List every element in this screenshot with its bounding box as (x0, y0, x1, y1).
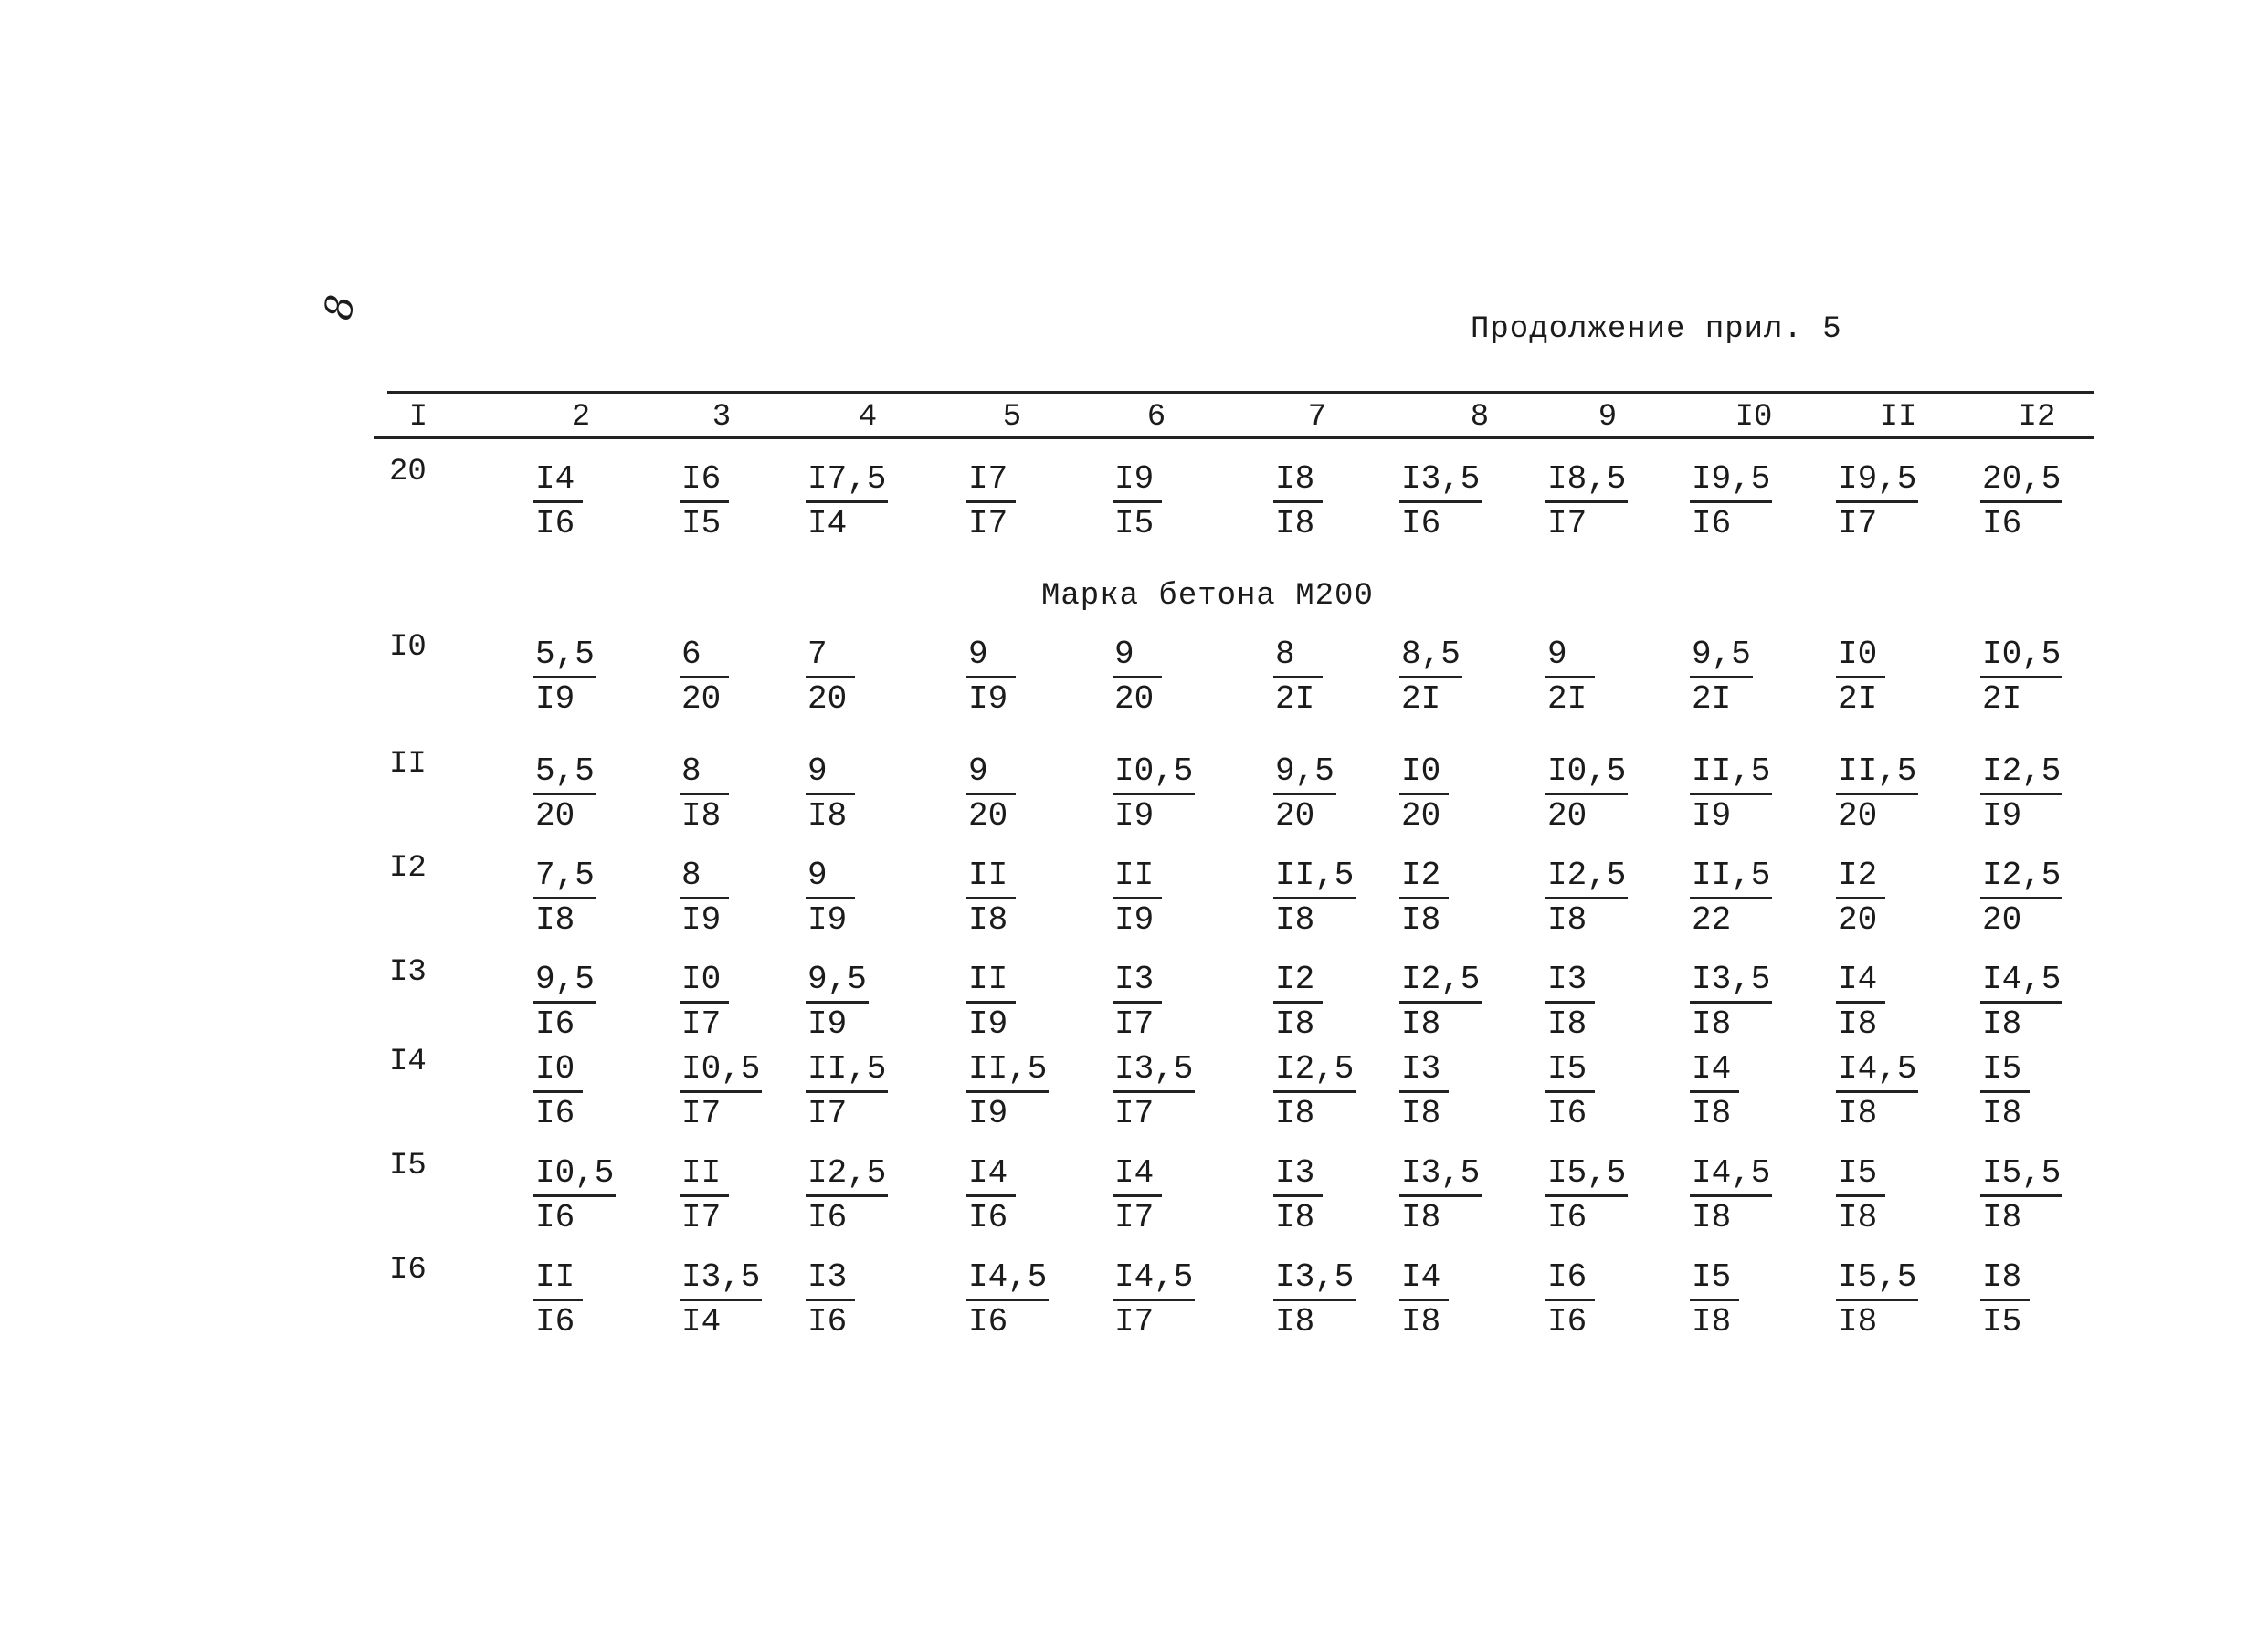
fraction-numerator: I5 (1545, 1048, 1595, 1093)
fraction-numerator: I0 (1399, 751, 1449, 795)
column-header-1: I (408, 400, 428, 435)
fraction-denominator: I5 (1982, 1303, 2022, 1341)
fraction-numerator: I0 (680, 959, 729, 1004)
fraction-denominator: I7 (1114, 1095, 1155, 1132)
fraction-numerator: I4,5 (1690, 1152, 1772, 1197)
fraction-numerator: II,5 (1690, 855, 1772, 899)
fraction-numerator: I4,5 (1113, 1257, 1195, 1301)
fraction-numerator: I3,5 (1399, 1152, 1482, 1197)
fraction-numerator: II,5 (1690, 751, 1772, 795)
table-cell-fraction (1273, 1048, 1356, 1135)
fraction-numerator: II (680, 1152, 729, 1197)
table-cell-fraction (1980, 634, 2062, 720)
fraction-denominator: I5 (1114, 505, 1155, 542)
fraction-denominator: I8 (1401, 901, 1441, 939)
fraction-denominator: I7 (1114, 1005, 1155, 1043)
fraction-denominator: I9 (535, 680, 575, 718)
fraction-denominator: I9 (1114, 901, 1155, 939)
table-cell-fraction (1690, 959, 1772, 1046)
fraction-numerator: I4 (1399, 1257, 1449, 1301)
table-cell-fraction (1690, 458, 1772, 545)
table-cell-fraction (680, 1048, 762, 1135)
table-cell-fraction (1980, 458, 2062, 545)
fraction-denominator: I9 (968, 1095, 1008, 1132)
table-cell-fraction (966, 458, 1016, 545)
fraction-numerator: 9 (966, 634, 1016, 678)
fraction-numerator: 9,5 (533, 959, 596, 1004)
table-cell-fraction (806, 634, 855, 720)
fraction-numerator: I3 (1273, 1152, 1323, 1197)
table-cell-fraction (1836, 959, 1885, 1046)
table-cell-fraction (680, 855, 729, 941)
column-header-7: 7 (1307, 400, 1327, 435)
column-header-4: 4 (858, 400, 878, 435)
fraction-numerator: 9,5 (806, 959, 869, 1004)
table-cell-fraction (1836, 1257, 1918, 1343)
table-cell-fraction (680, 751, 729, 837)
fraction-denominator: I6 (968, 1303, 1008, 1341)
table-cell-fraction (680, 959, 729, 1046)
fraction-numerator: I9,5 (1836, 458, 1918, 503)
fraction-numerator: 7 (806, 634, 855, 678)
table-cell-fraction (533, 855, 596, 941)
fraction-numerator: I4,5 (966, 1257, 1049, 1301)
column-header-8: 8 (1470, 400, 1490, 435)
fraction-denominator: I7 (681, 1095, 722, 1132)
table-cell-fraction (533, 458, 583, 545)
fraction-numerator: I3,5 (1273, 1257, 1356, 1301)
table-cell-fraction (1980, 855, 2062, 941)
fraction-numerator: I4,5 (1980, 959, 2062, 1004)
fraction-numerator: 8 (680, 751, 729, 795)
fraction-denominator: I7 (807, 1095, 848, 1132)
fraction-denominator: 20 (1275, 797, 1315, 835)
fraction-numerator: I3,5 (1690, 959, 1772, 1004)
fraction-numerator: I3 (1399, 1048, 1449, 1093)
fraction-denominator: I8 (1275, 1005, 1315, 1043)
fraction-denominator: I8 (1401, 1199, 1441, 1236)
row-label: I3 (389, 955, 427, 990)
fraction-numerator: I0,5 (533, 1152, 616, 1197)
fraction-denominator: I8 (1401, 1095, 1441, 1132)
fraction-denominator: 2I (1401, 680, 1441, 718)
table-cell-fraction (1399, 1048, 1449, 1135)
fraction-denominator: I8 (1275, 1303, 1315, 1341)
table-cell-fraction (1545, 855, 1628, 941)
table-cell-fraction (1545, 1257, 1595, 1343)
table-cell-fraction (1399, 458, 1482, 545)
page-number: 8 (314, 291, 364, 323)
fraction-denominator: 20 (1114, 680, 1155, 718)
fraction-denominator: I6 (535, 1199, 575, 1236)
table-cell-fraction (1980, 751, 2062, 837)
fraction-numerator: I7,5 (806, 458, 888, 503)
fraction-numerator: I4 (1690, 1048, 1739, 1093)
table-cell-fraction (1545, 1048, 1595, 1135)
fraction-denominator: I7 (968, 505, 1008, 542)
fraction-numerator: I5 (1980, 1048, 2030, 1093)
header-rule-bottom (374, 436, 2094, 439)
fraction-numerator: 5,5 (533, 634, 596, 678)
fraction-numerator: I7 (966, 458, 1016, 503)
table-cell-fraction (1690, 1152, 1772, 1239)
fraction-denominator: 2I (1275, 680, 1315, 718)
fraction-numerator: I3,5 (1399, 458, 1482, 503)
fraction-denominator: I8 (1982, 1095, 2022, 1132)
table-cell-fraction (1113, 751, 1195, 837)
table-cell-fraction (1690, 634, 1753, 720)
fraction-numerator: I3 (1113, 959, 1162, 1004)
table-cell-fraction (1690, 1048, 1739, 1135)
fraction-numerator: I9,5 (1690, 458, 1772, 503)
fraction-numerator: I4,5 (1836, 1048, 1918, 1093)
table-cell-fraction (1836, 855, 1885, 941)
table-cell-fraction (1273, 751, 1336, 837)
row-label: I6 (389, 1253, 427, 1288)
fraction-numerator: I2,5 (1545, 855, 1628, 899)
table-cell-fraction (1273, 959, 1323, 1046)
fraction-denominator: I9 (807, 901, 848, 939)
table-cell-fraction (1836, 634, 1885, 720)
fraction-denominator: I8 (1838, 1095, 1878, 1132)
section-title: Марка бетона М200 (1041, 579, 1374, 614)
column-header-5: 5 (1002, 400, 1022, 435)
fraction-denominator: I6 (535, 1005, 575, 1043)
fraction-numerator: I2,5 (1399, 959, 1482, 1004)
fraction-numerator: I4 (966, 1152, 1016, 1197)
fraction-denominator: I6 (1547, 1199, 1588, 1236)
fraction-denominator: I6 (1401, 505, 1441, 542)
row-label: I2 (389, 851, 427, 886)
fraction-numerator: 8,5 (1399, 634, 1462, 678)
table-cell-fraction (533, 634, 596, 720)
table-cell-fraction (806, 1048, 888, 1135)
fraction-denominator: I8 (1275, 1199, 1315, 1236)
fraction-denominator: I6 (535, 505, 575, 542)
fraction-denominator: I9 (681, 901, 722, 939)
table-cell-fraction (1545, 634, 1595, 720)
fraction-denominator: I5 (681, 505, 722, 542)
fraction-denominator: 20 (1838, 797, 1878, 835)
column-header-10: I0 (1735, 400, 1773, 435)
column-header-6: 6 (1146, 400, 1166, 435)
row-label: I0 (389, 630, 427, 665)
table-cell-fraction (1113, 855, 1162, 941)
table-cell-fraction (1545, 1152, 1628, 1239)
table-cell-fraction (1273, 1257, 1356, 1343)
fraction-numerator: I5 (1836, 1152, 1885, 1197)
fraction-denominator: I6 (1547, 1095, 1588, 1132)
fraction-denominator: I4 (681, 1303, 722, 1341)
fraction-numerator: I2,5 (1980, 751, 2062, 795)
fraction-denominator: I8 (1838, 1199, 1878, 1236)
table-cell-fraction (1690, 751, 1772, 837)
fraction-numerator: I4 (533, 458, 583, 503)
table-cell-fraction (533, 1152, 616, 1239)
fraction-numerator: 9 (806, 751, 855, 795)
fraction-numerator: I2 (1273, 959, 1323, 1004)
fraction-denominator: I9 (1692, 797, 1732, 835)
table-cell-fraction (533, 959, 596, 1046)
fraction-denominator: I8 (1838, 1005, 1878, 1043)
fraction-denominator: I9 (1114, 797, 1155, 835)
table-cell-fraction (1399, 751, 1449, 837)
fraction-denominator: I8 (1547, 901, 1588, 939)
table-cell-fraction (1980, 959, 2062, 1046)
column-header-9: 9 (1598, 400, 1618, 435)
fraction-denominator: 2I (1838, 680, 1878, 718)
fraction-numerator: I8 (1980, 1257, 2030, 1301)
caption: Продолжение прил. 5 (1471, 312, 1842, 347)
fraction-denominator: 20 (681, 680, 722, 718)
table-cell-fraction (806, 1257, 855, 1343)
fraction-numerator: II (533, 1257, 583, 1301)
table-cell-fraction (966, 1152, 1016, 1239)
table-cell-fraction (966, 751, 1016, 837)
table-cell-fraction (1980, 1048, 2030, 1135)
table-cell-fraction (1690, 1257, 1739, 1343)
fraction-denominator: I8 (1982, 1199, 2022, 1236)
table-cell-fraction (1113, 1048, 1195, 1135)
fraction-denominator: I8 (1692, 1095, 1732, 1132)
table-cell-fraction (966, 959, 1016, 1046)
table-cell-fraction (1113, 458, 1162, 545)
table-cell-fraction (1273, 855, 1356, 941)
fraction-numerator: II,5 (1273, 855, 1356, 899)
fraction-denominator: I9 (807, 1005, 848, 1043)
table-cell-fraction (533, 751, 596, 837)
column-header-3: 3 (712, 400, 732, 435)
fraction-numerator: I2,5 (1273, 1048, 1356, 1093)
fraction-denominator: 20 (1838, 901, 1878, 939)
table-cell-fraction (1836, 458, 1918, 545)
fraction-numerator: II,5 (1836, 751, 1918, 795)
fraction-numerator: I8,5 (1545, 458, 1628, 503)
fraction-denominator: I8 (681, 797, 722, 835)
fraction-denominator: 20 (535, 797, 575, 835)
fraction-denominator: 20 (807, 680, 848, 718)
fraction-numerator: I3 (1545, 959, 1595, 1004)
fraction-denominator: I7 (1838, 505, 1878, 542)
fraction-denominator: I8 (1401, 1303, 1441, 1341)
table-cell-fraction (806, 458, 888, 545)
table-cell-fraction (1113, 959, 1162, 1046)
fraction-numerator: I0,5 (1980, 634, 2062, 678)
table-cell-fraction (966, 634, 1016, 720)
fraction-numerator: 8 (1273, 634, 1323, 678)
fraction-numerator: II,5 (966, 1048, 1049, 1093)
fraction-numerator: II (966, 959, 1016, 1004)
fraction-numerator: I3 (806, 1257, 855, 1301)
fraction-numerator: I2 (1399, 855, 1449, 899)
fraction-denominator: I4 (807, 505, 848, 542)
fraction-denominator: I7 (1114, 1199, 1155, 1236)
row-label: 20 (389, 455, 427, 489)
table-cell-fraction (1273, 458, 1323, 545)
table-cell-fraction (1545, 959, 1595, 1046)
table-cell-fraction (680, 634, 729, 720)
table-cell-fraction (966, 1257, 1049, 1343)
fraction-numerator: I5,5 (1980, 1152, 2062, 1197)
table-cell-fraction (1545, 751, 1628, 837)
fraction-denominator: 20 (1982, 901, 2022, 939)
fraction-numerator: I6 (1545, 1257, 1595, 1301)
fraction-numerator: 9 (1113, 634, 1162, 678)
fraction-numerator: I0,5 (1113, 751, 1195, 795)
fraction-denominator: I8 (1275, 1095, 1315, 1132)
row-label: I4 (389, 1045, 427, 1079)
table-cell-fraction (1273, 1152, 1323, 1239)
fraction-numerator: I2,5 (1980, 855, 2062, 899)
table-cell-fraction (1836, 1048, 1918, 1135)
fraction-numerator: 20,5 (1980, 458, 2062, 503)
fraction-denominator: 22 (1692, 901, 1732, 939)
header-rule-top (387, 391, 2094, 394)
fraction-numerator: I6 (680, 458, 729, 503)
fraction-numerator: I0,5 (1545, 751, 1628, 795)
fraction-denominator: I6 (807, 1199, 848, 1236)
table-cell-fraction (1113, 634, 1162, 720)
fraction-denominator: 2I (1982, 680, 2022, 718)
fraction-numerator: I0 (1836, 634, 1885, 678)
table-cell-fraction (1980, 1257, 2030, 1343)
fraction-numerator: 7,5 (533, 855, 596, 899)
table-cell-fraction (1399, 1257, 1449, 1343)
fraction-denominator: I8 (1692, 1005, 1732, 1043)
fraction-numerator: 8 (680, 855, 729, 899)
table-cell-fraction (1545, 458, 1628, 545)
table-cell-fraction (680, 458, 729, 545)
table-cell-fraction (806, 751, 855, 837)
fraction-numerator: I5 (1690, 1257, 1739, 1301)
row-label: I5 (389, 1149, 427, 1183)
fraction-denominator: I6 (535, 1303, 575, 1341)
fraction-numerator: I5,5 (1545, 1152, 1628, 1197)
fraction-denominator: I7 (681, 1005, 722, 1043)
fraction-denominator: I7 (681, 1199, 722, 1236)
fraction-numerator: 9,5 (1273, 751, 1336, 795)
fraction-denominator: I8 (1401, 1005, 1441, 1043)
table-cell-fraction (966, 1048, 1049, 1135)
fraction-denominator: 20 (1401, 797, 1441, 835)
fraction-denominator: I8 (1838, 1303, 1878, 1341)
fraction-numerator: I4 (1836, 959, 1885, 1004)
fraction-denominator: I9 (968, 680, 1008, 718)
fraction-numerator: I3,5 (680, 1257, 762, 1301)
table-cell-fraction (806, 1152, 888, 1239)
fraction-numerator: I3,5 (1113, 1048, 1195, 1093)
fraction-numerator: 6 (680, 634, 729, 678)
fraction-denominator: 20 (1547, 797, 1588, 835)
table-cell-fraction (1399, 634, 1462, 720)
fraction-numerator: 9 (966, 751, 1016, 795)
table-cell-fraction (1399, 855, 1449, 941)
fraction-numerator: II (1113, 855, 1162, 899)
fraction-denominator: I7 (1114, 1303, 1155, 1341)
table-cell-fraction (680, 1152, 729, 1239)
fraction-denominator: I6 (1692, 505, 1732, 542)
fraction-numerator: I2,5 (806, 1152, 888, 1197)
table-cell-fraction (1690, 855, 1772, 941)
fraction-denominator: I6 (1982, 505, 2022, 542)
fraction-numerator: I0,5 (680, 1048, 762, 1093)
column-header-11: II (1879, 400, 1917, 435)
table-cell-fraction (1273, 634, 1323, 720)
table-cell-fraction (1113, 1257, 1195, 1343)
table-cell-fraction (966, 855, 1016, 941)
fraction-denominator: 2I (1547, 680, 1588, 718)
column-header-2: 2 (571, 400, 591, 435)
fraction-denominator: 2I (1692, 680, 1732, 718)
fraction-numerator: II (966, 855, 1016, 899)
fraction-denominator: I8 (535, 901, 575, 939)
fraction-denominator: I9 (1982, 797, 2022, 835)
fraction-numerator: I0 (533, 1048, 583, 1093)
fraction-denominator: I8 (1275, 505, 1315, 542)
fraction-numerator: I4 (1113, 1152, 1162, 1197)
table-cell-fraction (1980, 1152, 2062, 1239)
table-cell-fraction (1113, 1152, 1162, 1239)
fraction-denominator: I6 (535, 1095, 575, 1132)
table-cell-fraction (1836, 751, 1918, 837)
table-cell-fraction (1399, 959, 1482, 1046)
fraction-denominator: 20 (968, 797, 1008, 835)
table-cell-fraction (806, 855, 855, 941)
table-cell-fraction (1836, 1152, 1885, 1239)
fraction-numerator: 9 (1545, 634, 1595, 678)
fraction-denominator: I8 (1275, 901, 1315, 939)
table-cell-fraction (533, 1257, 583, 1343)
fraction-numerator: 9 (806, 855, 855, 899)
table-cell-fraction (680, 1257, 762, 1343)
table-cell-fraction (1399, 1152, 1482, 1239)
fraction-denominator: I8 (1692, 1199, 1732, 1236)
fraction-numerator: 5,5 (533, 751, 596, 795)
fraction-denominator: I8 (1692, 1303, 1732, 1341)
fraction-denominator: I8 (807, 797, 848, 835)
fraction-numerator: II,5 (806, 1048, 888, 1093)
fraction-denominator: I6 (968, 1199, 1008, 1236)
fraction-numerator: 9,5 (1690, 634, 1753, 678)
fraction-denominator: I6 (1547, 1303, 1588, 1341)
fraction-denominator: I8 (1547, 1005, 1588, 1043)
fraction-denominator: I8 (1982, 1005, 2022, 1043)
fraction-numerator: I8 (1273, 458, 1323, 503)
fraction-numerator: I2 (1836, 855, 1885, 899)
fraction-denominator: I9 (968, 1005, 1008, 1043)
column-header-12: I2 (2018, 400, 2056, 435)
row-label: II (389, 747, 427, 782)
fraction-numerator: I9 (1113, 458, 1162, 503)
table-cell-fraction (806, 959, 869, 1046)
table-cell-fraction (533, 1048, 583, 1135)
fraction-denominator: I6 (807, 1303, 848, 1341)
fraction-denominator: I8 (968, 901, 1008, 939)
fraction-denominator: I7 (1547, 505, 1588, 542)
fraction-numerator: I5,5 (1836, 1257, 1918, 1301)
